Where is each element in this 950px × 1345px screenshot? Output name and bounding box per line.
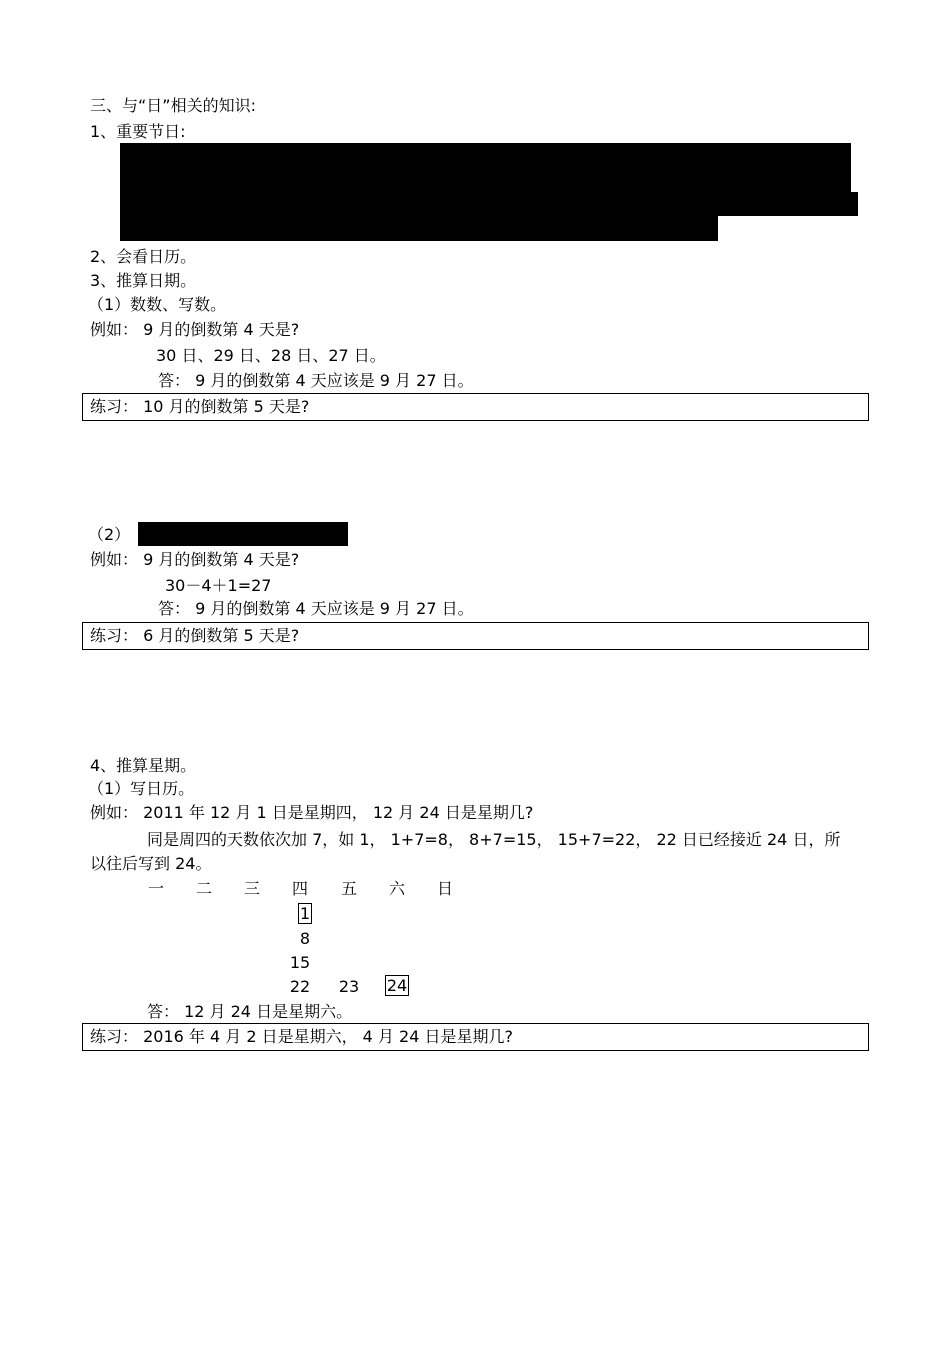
example-3-question: 例如： 2011 年 12 月 1 日是星期四， 12 月 24 日是星期几?	[90, 803, 534, 822]
practice-box	[82, 622, 869, 650]
practice-1-text: 练习： 10 月的倒数第 5 天是?	[90, 397, 310, 416]
subsection-3-heading: （1）写日历。	[88, 779, 195, 798]
calendar-date	[382, 976, 412, 996]
redacted-block	[120, 143, 851, 193]
item-3-heading: 3、推算日期。	[90, 271, 197, 290]
calendar-date: 23	[338, 977, 360, 996]
redacted-block	[120, 192, 858, 216]
calendar-date: 22	[289, 977, 311, 996]
weekday-header: 二	[195, 879, 212, 898]
calendar-date-highlight: 24	[386, 976, 408, 995]
weekday-header: 四	[291, 879, 308, 898]
redacted-block	[138, 522, 348, 546]
example-3-explanation: 同是周四的天数依次加 7，如 1， 1+7=8， 8+7=15， 15+7=22， 22 日已经接近 24 日，所	[147, 830, 841, 849]
example-2-answer: 答： 9 月的倒数第 4 天应该是 9 月 27 日。	[158, 599, 474, 618]
weekday-header: 五	[340, 879, 357, 898]
redacted-block	[120, 215, 718, 241]
weekday-header: 一	[147, 879, 164, 898]
example-1-question: 例如： 9 月的倒数第 4 天是?	[90, 320, 300, 339]
example-1-line: 30 日、29 日、28 日、27 日。	[156, 346, 386, 365]
practice-2-text: 练习： 6 月的倒数第 5 天是?	[90, 626, 300, 645]
practice-3-text: 练习： 2016 年 4 月 2 日是星期六， 4 月 24 日是星期几?	[90, 1027, 513, 1046]
calendar-date: 15	[289, 953, 311, 972]
example-3-explanation-cont: 以往后写到 24。	[90, 854, 212, 873]
subsection-2-prefix: （2）	[88, 525, 131, 544]
section-heading: 三、与“日”相关的知识:	[90, 96, 256, 115]
subsection-1-heading: （1）数数、写数。	[88, 295, 227, 314]
weekday-header: 日	[436, 879, 453, 898]
weekday-header: 六	[388, 879, 405, 898]
example-3-answer: 答： 12 月 24 日是星期六。	[147, 1002, 353, 1021]
weekday-header: 三	[243, 879, 260, 898]
item-1-heading: 1、重要节日:	[90, 122, 186, 141]
item-4-heading: 4、推算星期。	[90, 756, 197, 775]
calendar-date: 8	[299, 929, 311, 948]
practice-box	[82, 393, 869, 421]
practice-box	[82, 1023, 869, 1051]
item-2-heading: 2、会看日历。	[90, 247, 197, 266]
calendar-date	[290, 904, 320, 924]
example-2-line: 30－4＋1=27	[165, 576, 272, 595]
example-1-answer: 答： 9 月的倒数第 4 天应该是 9 月 27 日。	[158, 371, 474, 390]
example-2-question: 例如： 9 月的倒数第 4 天是?	[90, 550, 300, 569]
calendar-date-highlight: 1	[299, 904, 311, 923]
